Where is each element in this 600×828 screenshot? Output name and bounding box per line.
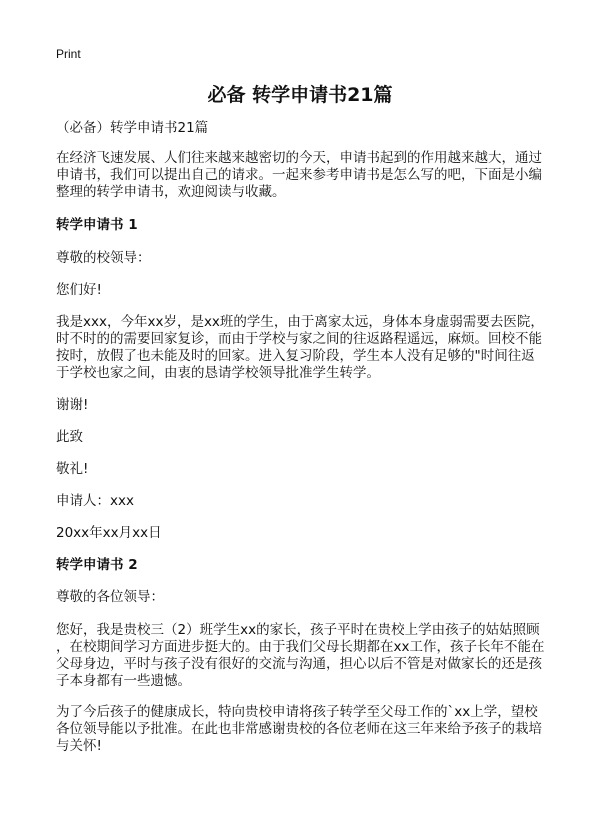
section-heading-2: 转学申请书 2 [56, 557, 138, 573]
text-line: 整理的转学申请书，欢迎阅读与收藏。 [56, 184, 286, 200]
salutation: 尊敬的校领导： [56, 250, 151, 266]
text-line: 父母身边，平时与孩子没有很好的交流与沟通，担心以后不管是对做家长的还是孩 [56, 656, 542, 672]
subtitle: （必备）转学申请书21篇 [56, 120, 209, 136]
intro-paragraph [56, 150, 542, 201]
text-line: 您好，我是贵校三（2）班学生xx的家长，孩子平时在贵校上学由孩子的姑姑照顾 [56, 622, 540, 638]
date: 20xx年xx月xx日 [56, 525, 162, 541]
text-line: 时不时的的需要回家复诊，而由于学校与家之间的往返路程遥远，麻烦。回校不能 [56, 331, 542, 347]
closing-salute: 敬礼! [56, 461, 89, 477]
thanks: 谢谢! [56, 397, 89, 413]
print-link[interactable]: Print [56, 47, 81, 61]
letter2-paragraph-2 [56, 704, 542, 755]
text-line: 于学校也家之间，由衷的恳请学校领导批准学生转学。 [56, 365, 380, 381]
text-line: 申请书，我们可以提出自己的请求。一起来参考申请书是怎么写的吧，下面是小编 [56, 167, 542, 183]
section-heading-1: 转学申请书 1 [56, 217, 138, 233]
text-line: 按时，放假了也未能及时的回家。进入复习阶段，学生本人没有足够的"时间往返 [56, 348, 535, 364]
greeting: 您们好! [56, 282, 102, 298]
page-title: 必备 转学申请书21篇 [207, 84, 393, 106]
text-line: ，在校期间学习方面进步挺大的。由于我们父母长期都在xx工作，孩子长年不能在 [56, 639, 545, 655]
letter1-body [56, 314, 544, 382]
applicant: 申请人：xxx [56, 493, 134, 509]
text-line: 我是xxx，今年xx岁，是xx班的学生，由于离家太远，身体本身虚弱需要去医院， [56, 314, 544, 330]
salutation: 尊敬的各位领导： [56, 589, 164, 605]
text-line: 在经济飞速发展、人们往来越来越密切的今天，申请书起到的作用越来越大，通过 [56, 150, 542, 166]
text-line: 子本身都有一些遗憾。 [56, 673, 191, 689]
text-line: 与关怀! [56, 738, 102, 754]
text-line: 为了今后孩子的健康成长，特向贵校申请将孩子转学至父母工作的`xx上学，望校 [56, 704, 538, 720]
closing: 此致 [56, 429, 83, 445]
text-line: 各位领导能以予批准。在此也非常感谢贵校的各位老师在这三年来给予孩子的栽培 [56, 721, 542, 737]
letter2-paragraph-1 [56, 622, 544, 690]
